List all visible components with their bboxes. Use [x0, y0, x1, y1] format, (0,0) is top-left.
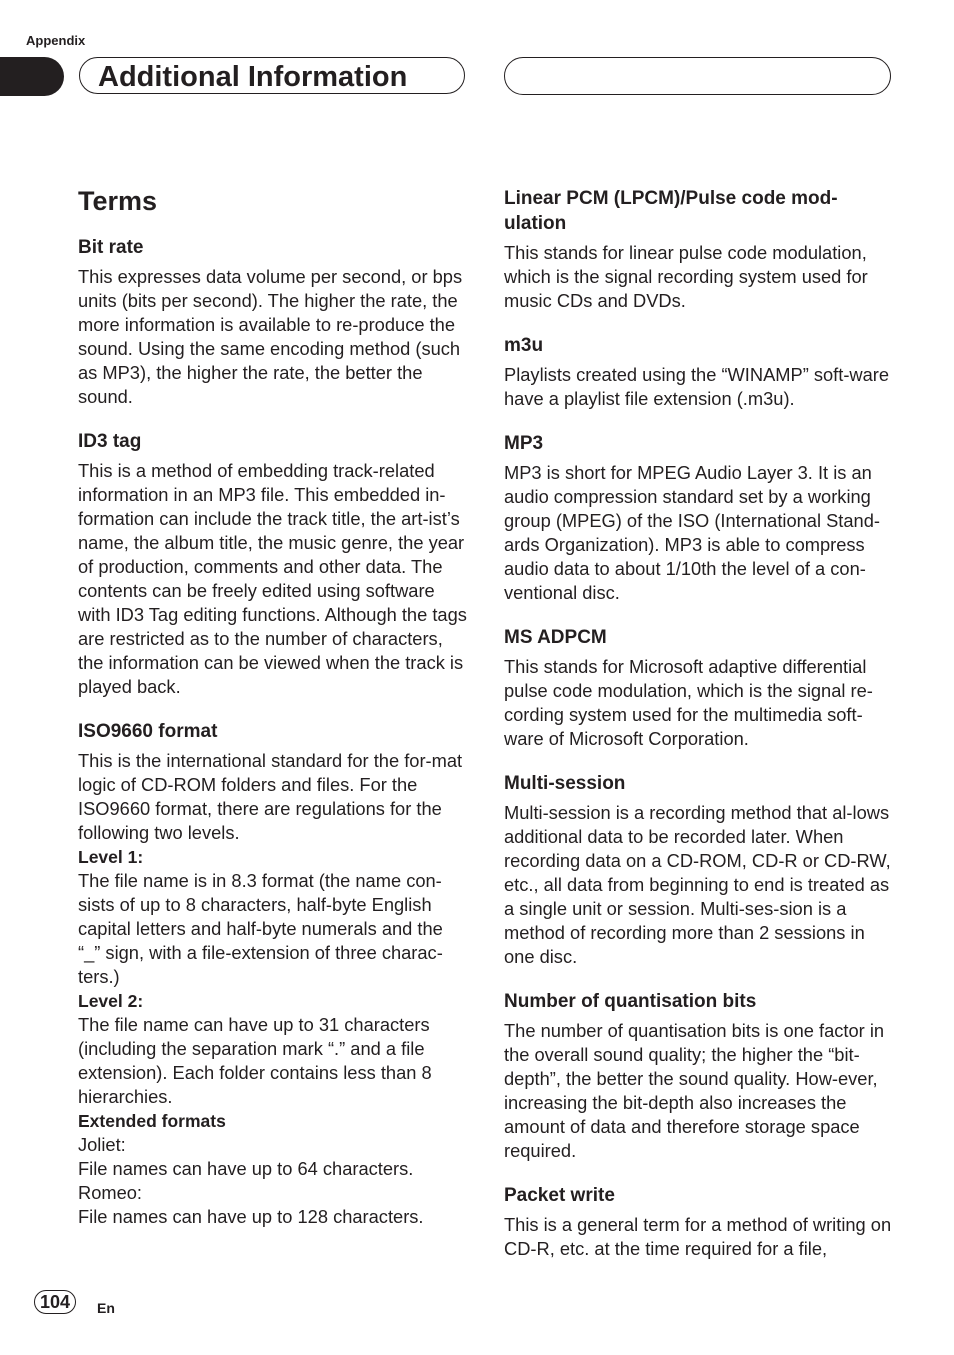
term-body: Multi-session is a recording method that al-lows additional data to be recorded later. When recording data on a CD-ROM, CD-R or CD-RW, etc., all data from beginning to end is treated as a single unit or session. Multi-ses-sion is a method of recording more than 2 sessions in one disc. [504, 802, 891, 967]
term-heading: ID3 tag [78, 431, 142, 452]
level2-body: The file name can have up to 31 characters (including the separation mark “.” and a file extension). Each folder contains less than 8 hierarchies. [78, 1014, 432, 1107]
term-id3-tag [78, 429, 468, 699]
term-body: This stands for Microsoft adaptive differential pulse code modulation, which is the signal re-cording system used for the multimedia soft-ware of Microsoft Corporation. [504, 656, 873, 749]
term-body: The number of quantisation bits is one factor in the overall sound quality; the higher the “bit-depth”, the better the sound quality. How-ever, increasing the bit-depth also increases the amount of data and therefore storage space required. [504, 1020, 885, 1161]
term-bit-rate [78, 235, 468, 409]
term-heading: MS ADPCM [504, 627, 607, 648]
term-body: This expresses data volume per second, or bps units (bits per second). The higher the rate, the more information is available to re-produce the sound. Using the same encoding method (such as MP3), the higher the rate, the better the sound. [78, 266, 463, 407]
term-heading: Packet write [504, 1185, 615, 1206]
appendix-label: Appendix [26, 33, 86, 48]
empty-header-frame [504, 57, 891, 95]
term-body: This is a general term for a method of writing on CD-R, etc. at the time required for a file, [504, 1214, 892, 1259]
level2-heading: Level 2: [78, 991, 144, 1011]
level1-heading: Level 1: [78, 847, 144, 867]
romeo-label: Romeo: [78, 1182, 143, 1203]
term-body: This is a method of embedding track-related information in an MP3 file. This embedded in-formation can include the track title, the art-ist’s name, the album title, the music genre, the year of production, comments and other data. The contents can be freely edited using software with ID3 Tag editing functions. Although the tags are restricted as to the number of characters, the information can be viewed when the track is played back. [78, 460, 467, 697]
term-lpcm [504, 186, 894, 313]
term-body: MP3 is short for MPEG Audio Layer 3. It is an audio compression standard set by a working group (MPEG) of the ISO (International Stand-ards Organization). MP3 is able to compress audio data to about 1/10th the level of a con-ventional disc. [504, 462, 880, 603]
term-body: This is the international standard for the for-mat logic of CD-ROM folders and files. For the ISO9660 format, there are regulations for the following two levels. [78, 750, 463, 843]
term-heading: Number of quantisation bits [504, 991, 757, 1012]
section-title: Additional Information [98, 61, 408, 93]
term-mp3 [504, 431, 894, 605]
term-packet-write [504, 1183, 894, 1261]
joliet-label: Joliet: [78, 1134, 126, 1155]
right-column [504, 186, 894, 1281]
term-m3u [504, 333, 894, 411]
term-heading: ISO9660 format [78, 721, 218, 742]
joliet-body: File names can have up to 64 characters. [78, 1158, 414, 1179]
term-heading: MP3 [504, 433, 544, 454]
section-tab-marker [0, 57, 64, 96]
term-heading: Linear PCM (LPCM)/Pulse code mod-ulation [504, 188, 838, 234]
extended-formats-heading: Extended formats [78, 1111, 226, 1131]
term-body: This stands for linear pulse code modulation, which is the signal recording system used for music CDs and DVDs. [504, 242, 868, 311]
page-number: 104 [34, 1290, 76, 1314]
term-heading: m3u [504, 335, 544, 356]
page-title: Terms [78, 186, 158, 216]
term-multi-session [504, 771, 894, 969]
term-body: Playlists created using the “WINAMP” soft-ware have a playlist file extension (.m3u). [504, 364, 890, 409]
left-column [78, 185, 468, 1249]
term-quantisation-bits [504, 989, 894, 1163]
language-label: En [97, 1300, 115, 1316]
level1-body: The file name is in 8.3 format (the name con-sists of up to 8 characters, half-byte English capital letters and half-byte numerals and the “_” sign, with a file-extension of three charac-ters.) [78, 870, 443, 987]
term-ms-adpcm [504, 625, 894, 751]
romeo-body: File names can have up to 128 characters. [78, 1206, 424, 1227]
term-iso9660 [78, 719, 468, 1229]
term-heading: Multi-session [504, 773, 626, 794]
term-heading: Bit rate [78, 237, 144, 258]
